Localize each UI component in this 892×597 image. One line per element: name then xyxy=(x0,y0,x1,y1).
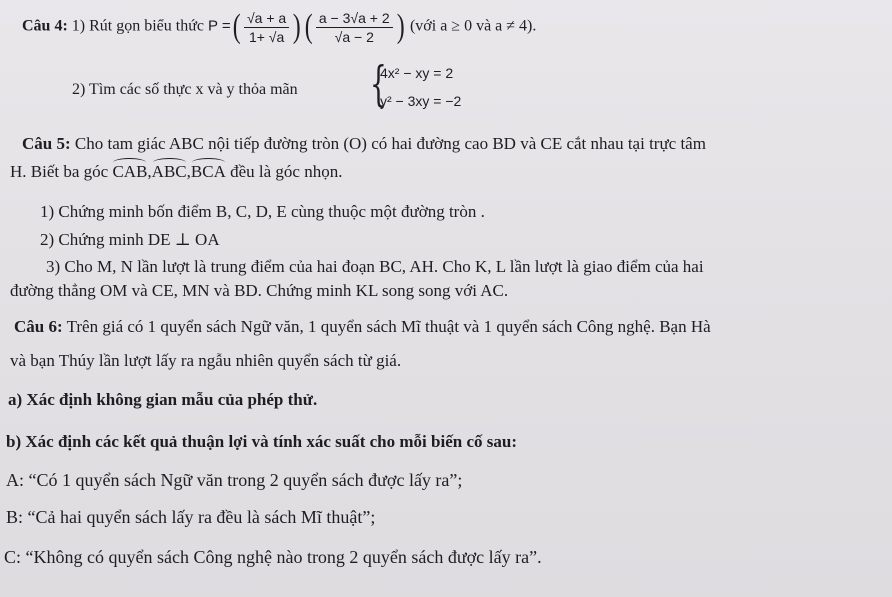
q6-text-1: Trên giá có 1 quyển sách Ngữ văn, 1 quyển sách Mĩ thuật và 1 quyển sách Công nghệ. Bạn Hà xyxy=(66,317,711,336)
fraction-2-numerator: a − 3√a + 2 xyxy=(316,11,393,28)
q4-condition: (với a ≥ 0 và a ≠ 4). xyxy=(409,17,537,35)
q5-line2: H. Biết ba góc CAB,ABC,BCA đều là góc nhọn. xyxy=(10,162,343,181)
q5-text-2b: đều là góc nhọn. xyxy=(230,162,343,181)
q6-part-b: b) Xác định các kết quả thuận lợi và tính xác suất cho mỗi biến cố sau: xyxy=(6,432,517,451)
q6-line2: và bạn Thúy lần lượt lấy ra ngẫu nhiên quyển sách từ giá. xyxy=(10,351,402,370)
q5-text-1: Cho tam giác ABC nội tiếp đường tròn (O) có hai đường cao BD và CE cắt nhau tại trực tâm xyxy=(74,134,706,153)
event-b: B: “Cả hai quyển sách lấy ra đều là sách Mĩ thuật”; xyxy=(6,507,376,527)
event-c: C: “Không có quyển sách Công nghệ nào trong 2 quyển sách được lấy ra”. xyxy=(4,547,542,567)
system-brace: { xyxy=(370,56,387,112)
q5-part3-line1: 3) Cho M, N lần lượt là trung điểm của hai đoạn BC, AH. Cho K, L lần lượt là giao điểm của hai xyxy=(46,257,704,276)
q5-part1: 1) Chứng minh bốn điểm B, C, D, E cùng thuộc một đường tròn . xyxy=(40,202,485,221)
angle-cab: CAB xyxy=(112,162,148,181)
q5-line1 xyxy=(22,135,706,152)
q4-label: Câu 4: xyxy=(22,17,68,35)
q4-part2-lead: 2) Tìm các số thực x và y thỏa mãn xyxy=(72,81,298,98)
system-eq-2: y² − 3xy = −2 xyxy=(380,93,462,109)
system-eq-1: 4x² − xy = 2 xyxy=(380,65,454,81)
angle-abc: ABC xyxy=(151,162,187,181)
p-equals: P = xyxy=(208,17,231,35)
fraction-1 xyxy=(244,11,289,44)
event-a: A: “Có 1 quyển sách Ngữ văn trong 2 quyển sách được lấy ra”; xyxy=(6,470,463,490)
q5-text-2a: H. Biết ba góc xyxy=(10,162,109,181)
angle-bca: BCA xyxy=(190,162,226,181)
q6-label: Câu 6: xyxy=(14,317,63,336)
fraction-2 xyxy=(316,11,393,44)
q5-label: Câu 5: xyxy=(22,134,71,153)
q4-line1: Câu 4: 1) Rút gọn biểu thức P =( $\frac{√a + a}{1+ √a}$ )( $\frac{a - 3√a + 2}{√a - 2}$ ) (với a ≥ 0 và a ≠ 4). xyxy=(22,8,537,45)
fraction-2-denominator: √a − 2 xyxy=(334,28,374,45)
q6-part-a: a) Xác định không gian mẫu của phép thử. xyxy=(8,390,318,409)
q6-line1 xyxy=(14,318,711,335)
q5-part3-line2: đường thẳng OM và CE, MN và BD. Chứng minh KL song song với AC. xyxy=(10,281,509,300)
fraction-1-numerator: √a + a xyxy=(244,11,289,28)
q5-part2: 2) Chứng minh DE ⊥ OA xyxy=(40,230,220,249)
q4-part1-lead: 1) Rút gọn biểu thức xyxy=(71,17,204,35)
fraction-1-denominator: 1+ √a xyxy=(248,28,285,45)
